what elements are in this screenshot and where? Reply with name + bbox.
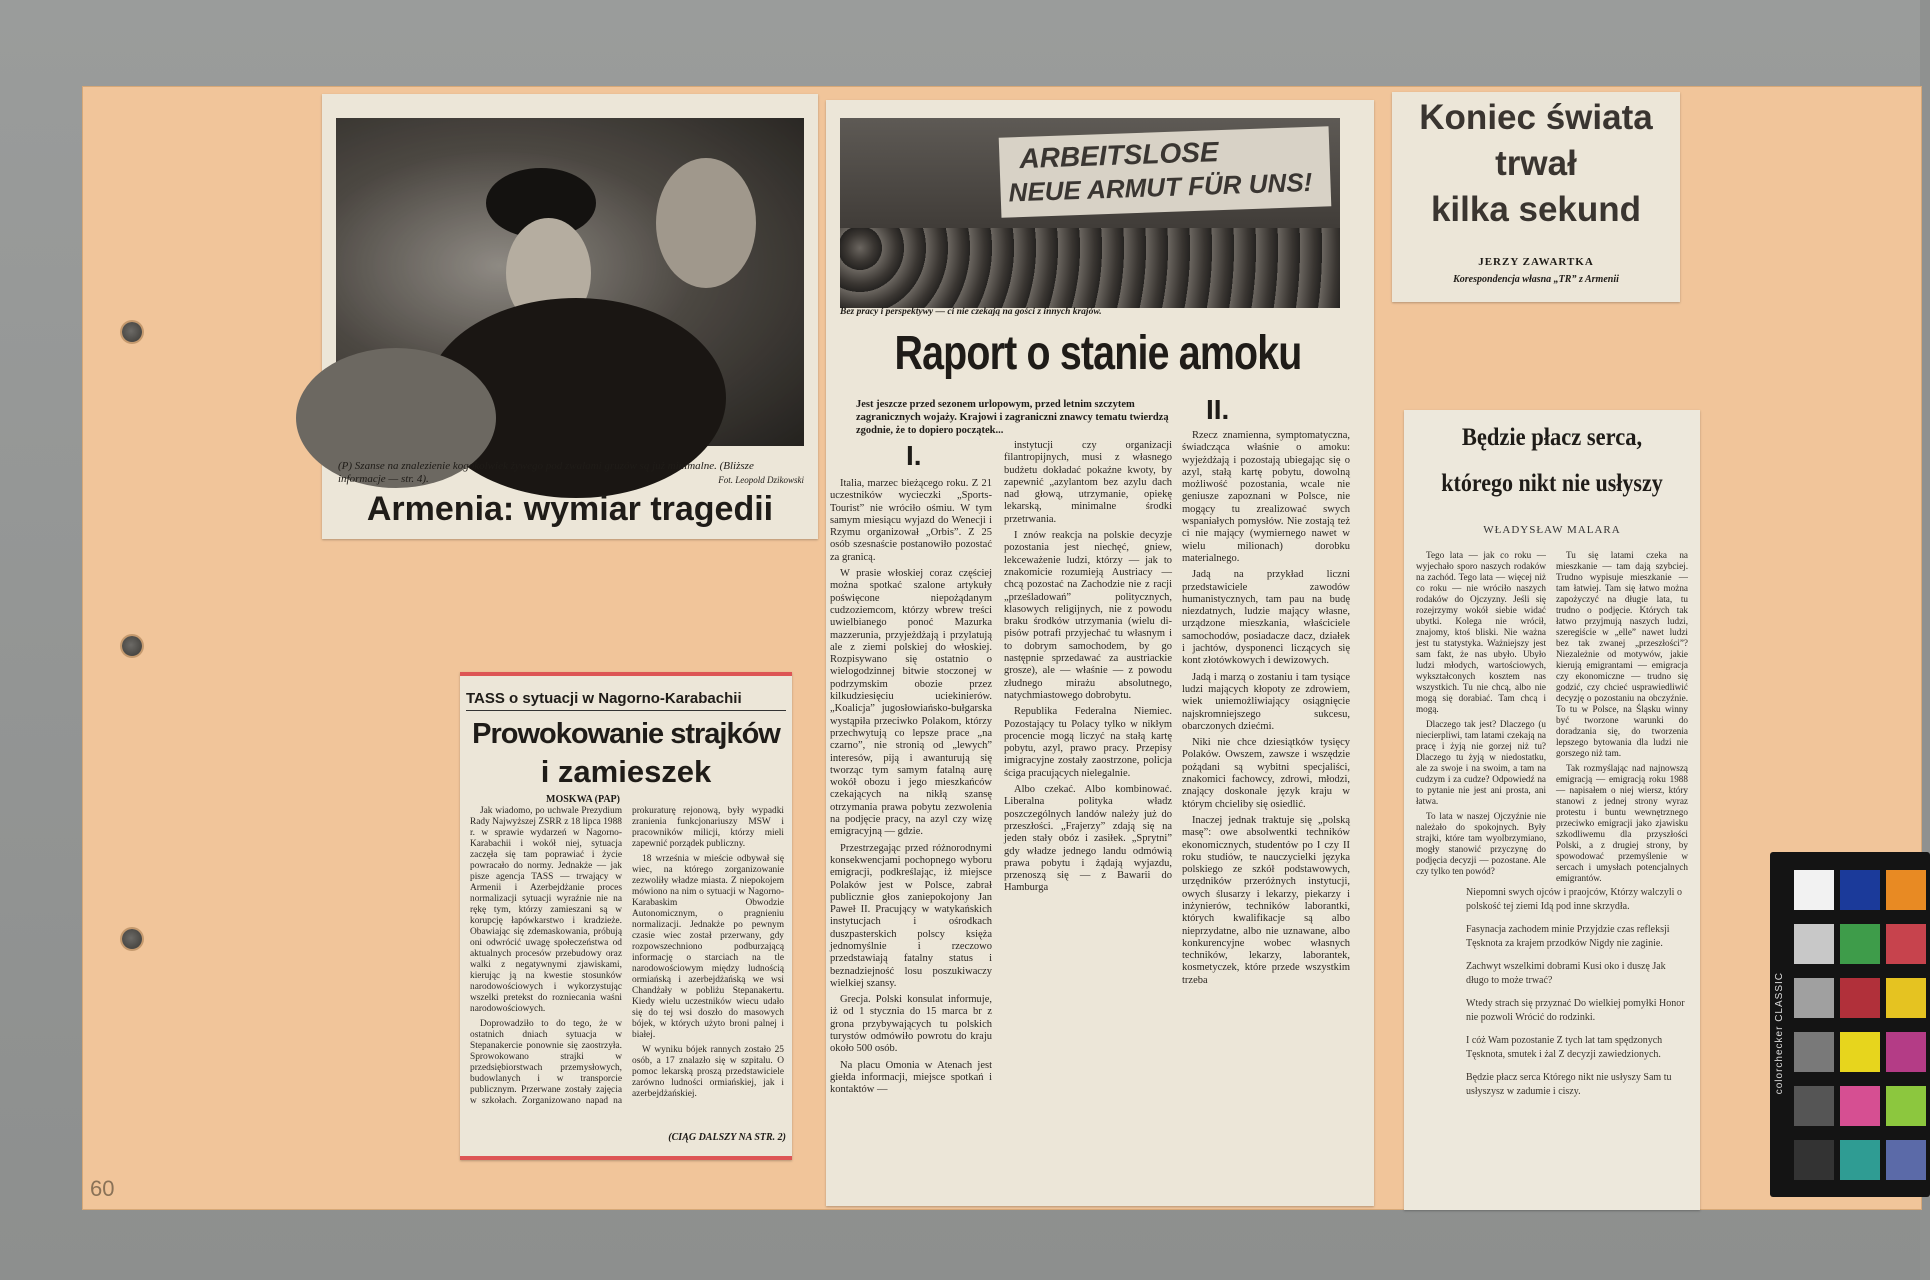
color-patch (1794, 870, 1834, 910)
placz-paragraph: Tu się latami czeka na mieszkanie — tam dają szybciej. Trudno wypisuje mieszkanie — tam łatwiej. Tam się łatwo można zapożyczyć na długie lata, tu trudno o podjęcie. Których tak łatwo przyjmują naszych ludzi, szeregiście w „elle” nawet ludzi bez tak zwanej „przeszłości”? Niezależnie od motywów, jakie kierują emigrantami — emigracja czy ekonomiczne — trudno się godzić, czy chcieć usprawiedliwić decyzję o pozostaniu na obczyźnie. To tu w Polsce, na Śląsku winny być tworzone warunki do doradzania się, do tworzenia lepszego bytowania dla ludzi nie gorszego niż tam. (1556, 550, 1688, 758)
tass-kicker: TASS o sytuacji w Nagorno-Karabachii (466, 690, 786, 711)
armenia-clipping (322, 94, 818, 539)
tass-body (470, 806, 784, 1128)
placz-poem (1466, 886, 1686, 1108)
color-patch (1886, 1086, 1926, 1126)
koniec-headline-line2: trwał (1495, 144, 1577, 183)
poem-stanza: Zachwyt wszelkimi dobrami Kusi oko i duszę Jak długo to może trwać? (1466, 961, 1666, 986)
colorchecker-label: colorchecker CLASSIC (1774, 972, 1785, 1095)
tass-continuation: (CIĄG DALSZY NA STR. 2) (668, 1132, 786, 1143)
tass-paragraph: W wyniku bójek rannych zostało 25 osób, a 17 znalazło się w szpitalu. O pomoc lekarską proszą przedstawiciele zarówno ludności ormiańskiej, jak i azerbejdżańskiej. (632, 1045, 784, 1099)
colorchecker-card (1770, 852, 1930, 1197)
armenia-photo (336, 118, 804, 446)
binder-hole-middle (122, 636, 142, 656)
protest-caption: Bez pracy i perspektywy — ci nie czekają na gości z innych krajów. (840, 307, 1102, 317)
poem-stanza: Będzie płacz serca Którego nikt nie usłyszy Sam tu usłyszysz w zadumie i ciszy. (1466, 1072, 1672, 1097)
page-number: 60 (90, 1176, 115, 1201)
raport-paragraph: W prasie włoskiej coraz częściej można spotkać szalone artykuły poświęcone niepożądanym cudzoziemcom, którzy wbrew treści uwielbianego ponoć Mazurka mazzerunia, przyjeżdżają i przylatują ale z ziemi polskiej do włoskiej. Rozpisywano się ostatnio o wielogodzinnej bitwie stoczonej w podrzymskim obozie przez kilkudziesięciu uciekinierów. „Koalicja” jugosłowiańsko-bułgarska wystąpiła przeciwko Polakom, którzy przechwytują co lepsze prace „na czarno”, nie stronią od „lewych” interesów, piją i awanturują się tworząc tym samym fatalną aurę wokół obozu i jego mieszkańców czekających na nikłą szansę otrzymania prawa pobytu zezwolenia na podjęcie pracy, na azyl czy wizę emigracyjną — gdzie. (830, 568, 992, 838)
placz-paragraph: Tego lata — jak co roku — wyjechało sporo naszych rodaków na zachód. Tego lata — więcej niż co roku — nie wróciło naszych rodaków do Ojczyzny. Jeśli się rozejrzymy wokół siebie widać ubytki. Kolega nie wrócił, znajomy, ktoś bliski. Nie ważna jest tu statystyka. Ważniejszy jest sam fakt, że nas ubyło. Ubyło ludzi młodych, wartościowych, wykształconych kosztem nas wszystkich. Tu nie chcą, albo nie mogą się dorabiać. Tam chcą i mogą. (1416, 550, 1546, 714)
color-patch (1886, 924, 1926, 964)
raport-headline: Raport o stanie amoku (894, 327, 1302, 380)
banner-text-line2: NEUE ARMUT FÜR UNS! (1008, 166, 1313, 208)
placz-column-1 (1416, 550, 1546, 876)
color-patch (1840, 1086, 1880, 1126)
koniec-author: JERZY ZAWARTKA (1478, 256, 1594, 268)
placz-column-2 (1556, 550, 1688, 883)
koniec-headline-line3: kilka sekund (1430, 190, 1642, 229)
tass-clipping (460, 672, 792, 1160)
raport-paragraph: instytucji czy organizacji filantropijnych, musi z własnego budżetu dokładać pokaźne kwoty, by zapewnić „azylantom bez azylu dach nad głową, utrzymanie, opiekę lekarską, minimalne środki przetrwania. (1004, 440, 1172, 525)
tass-paragraph: Jak wiadomo, po uchwale Prezydium Rady Najwyższej ZSRR z 18 lipca 1988 r. w sprawie wydarzeń w Nagorno-Karabachii i wokół niej, sytuacja zaczęła się tam poprawiać i życie powracało do normy. Jednakże — jak pisze agencja TASS — trwający w Armenii i Azerbejdżanie proces normalizacji sytuacji wyraźnie nie na rękę tym, którzy zamieszani są w korupcję łapówkarstwo i kradzieże. Obawiając się zdemaskowania, próbują oni odwrócić uwagę społeczeństwa od aktualnych procesów przebudowy oraz walki z negatywnymi zjawiskami, kierując ją na kwestie stosunków narodowościowych i wykorzystując wszelki pretekst do rozniecania waśni narodowościowych. (470, 806, 622, 1014)
color-patch (1840, 978, 1880, 1018)
tass-paragraph: 18 września w mieście odbywał się wiec, na którego zorganizowanie zezwoliły władze miasta. Z niepokojem mówiono na nim o sytuacji w Nagorno-Karabaskim Obwodzie Autonomicznym, o pragnieniu normalizacji. Jednakże po pewnym czasie wiec został przerwany, gdy rozpowszechniono podburzającą informację o starciach na tle narodowościowym między ludnością ormiańską i azerbejdżańską we wsi Chandżały w pobliżu Stepanakertu. Kiedy wielu uczestników wiecu udało się do tej wsi doszło do masowych bójek, w których użyto broni palnej i białej. (632, 854, 784, 1040)
raport-paragraph: Przestrzegając przed różnorodnymi konsekwencjami pochopnego wyboru emigracji, podkreślając, iż miejsce Polaków jest w Polsce, zabrał publicznie głos zaniepokojony Jan Paweł II. Pracujący w watykańskich instytucjach i ośrodkach duszpasterskich polscy księża jednomyślnie i rzeczowo przedstawiają fatalny status i beznadziejność losu poszukiwaczy wielkiej szansy. (830, 842, 992, 989)
koniec-headline-line1: Koniec świata (1419, 98, 1653, 137)
color-patch (1840, 870, 1880, 910)
raport-paragraph: Grecja. Polski konsulat informuje, iż od 1 stycznia do 15 marca br z grona przybywających tu polskich turystów odmówiło powrotu do kraju około 500 osób. (830, 994, 992, 1055)
raport-paragraph: Italia, marzec bieżącego roku. Z 21 uczestników wycieczki „Sports-Tourist” nie wróciło ośmiu. W tym samym miesiącu wyjazd do Wenecji i Rzymu organizował „Orbis”. Z 25 osób szesnaście postanowiło pozostać za granicą. (830, 478, 992, 563)
crowd (840, 228, 1340, 308)
placz-paragraph: Dlaczego tak jest? Dlaczego (u niecierpliwi, tam latami czekają na pracę i żyją nie gorzej niż tu? Dlaczego tu żyją w niedostatku, ale za swoje i na swoim, a tam na cudzym i za cudze? Odpowiedź na to pytanie nie jest ani prosta, ani łatwa. (1416, 719, 1546, 806)
color-patch (1840, 924, 1880, 964)
color-patch (1886, 978, 1926, 1018)
raport-paragraph: Republika Federalna Niemiec. Pozostający tu Polacy tylko w nikłym procencie mogą liczyć na stałą kartę pobytu, azyl, prawo pracy. Przepisy imigracyjne zostały zaostrzone, policja ściga pracujących nielegalnie. (1004, 706, 1172, 779)
binder-hole-bottom (122, 929, 142, 949)
photo-caption: (P) Szanse na znalezienie kogokolwiek żywego pod zwałami gruzów są już minimalne. (Bliższe informacje — str. 4). (338, 460, 754, 485)
armenia-headline: Armenia: wymiar tragedii (366, 490, 774, 528)
binder-hole-top (122, 322, 142, 342)
color-patch (1794, 1032, 1834, 1072)
section-two: II. (1206, 394, 1230, 425)
section-one: I. (906, 440, 922, 471)
placz-headline-line2: którego nikt nie usłyszy (1441, 470, 1663, 497)
placz-paragraph: Tak rozmyślając nad najnowszą emigracją — emigracją roku 1988 — napisałem o niej wiersz, który stanowi z jednej strony wyraz protestu i buntu wewnętrznego przeciwko emigracji jako zjawisku szkodliwemu dla przyszłości Polski, a z drugiej strony, by spowodować przemyślenie w sercach i umysłach potencjalnych emigrantów. (1556, 763, 1688, 883)
raport-column-3 (1182, 430, 1350, 1198)
color-patch (1794, 1086, 1834, 1126)
placz-author: WŁADYSŁAW MALARA (1483, 524, 1621, 536)
raport-column-2 (1004, 440, 1172, 1198)
poem-stanza: Niepomni swych ojców i praojców, Którzy walczyli o polskość tej ziemi Idą pod inne skrzydła. (1466, 887, 1682, 912)
raport-paragraph: Rzecz znamienna, symptomatyczna, świadcząca właśnie o amoku: wyjeżdżają i pozostają ubiegając się o azyl, stałą kartę pobytu, dowolną możliwość pozostania, wcale nie geniusze zapoznani w Polsce, nie mogący tu zrealizować swych wspaniałych pomysłów. Nie zostają też ci nie mający (wymiernego nawet w wielu milionach) dorobku materialnego. (1182, 430, 1350, 564)
color-patch (1794, 978, 1834, 1018)
tass-dateline: MOSKWA (PAP) (546, 794, 620, 805)
color-patch (1886, 1032, 1926, 1072)
tass-headline-line1: Prowokowanie strajków (472, 718, 780, 750)
raport-lead: Jest jeszcze przed sezonem urlopowym, przed letnim szczytem zagranicznych wojaży. Krajowi i zagraniczni znawcy tematu twierdzą zgodnie, że to dopiero początek... (856, 399, 1169, 436)
tass-paragraph: Doprowadziło to do tego, że w ostatnich dniach sytuacja w Stepanakercie ponownie się zaostrzyła. Sprowokowano strajki w przedsiębiorstwach przemysłowych, budowlanych i w transporcie publicznym. Przerwane zostały zajęcia w szkołach. Zorganizowano napad na prokuraturę rejonową, były wypadki zranienia funkcjonariuszy MSW i pracowników milicji, którzy mieli zapewnić porządek publiczny. (470, 806, 784, 1106)
color-patch (1840, 1140, 1880, 1180)
placz-headline-line1: Będzie płacz serca, (1461, 424, 1643, 451)
poem-stanza: Wtedy strach się przyznać Do wielkiej pomyłki Honor nie pozwoli Wrócić do rodzinki. (1466, 998, 1685, 1023)
raport-paragraph: Jadą na przykład liczni przedstawiciele zawodów humanistycznych, tam pau na budę niezdatnych, ludzie mający własne, urządzone mieszkania, właściciele samochodów, posiadacze dacz, działek i jachtów, dysponenci liczących się kont złotówkowych i dewizowych. (1182, 569, 1350, 667)
color-patch (1886, 1140, 1926, 1180)
koniec-clipping (1392, 92, 1680, 302)
raport-paragraph: I znów reakcja na polskie decyzje pozostania jest niechęć, gniew, lekceważenie ludzi, którzy — jak to znakomicie rozumieją Austriacy — chcą pozostać na Zachodzie nie z racji „prześladowań” politycznych, klasowych religijnych, nie z powodu braku środków utrzymania (wielu di-pisów potrafi przyjechać tu własnym i to dobrym samochodem, by go następnie sprzedawać za austriackie grosze), ale — właśnie — z powodu złudnego mirażu absolutnego, natychmiastowego dobrobytu. (1004, 530, 1172, 701)
raport-paragraph: Jadą i marzą o zostaniu i tam tysiące ludzi mających kłopoty ze zdrowiem, wiek uniemożliwiający osiągnięcie najskromniejszego sukcesu, obarczonych dziećmi. (1182, 671, 1350, 732)
color-patch (1794, 924, 1834, 964)
protest-banner (999, 126, 1332, 217)
poem-stanza: Fasynacja zachodem minie Przyjdzie czas refleksji Tęsknota za krajem przodków Nigdy nie zaginie. (1466, 924, 1670, 949)
color-patch (1840, 1032, 1880, 1072)
photo-credit: Fot. Leopold Dzikowski (718, 475, 804, 485)
color-patch (1886, 870, 1926, 910)
raport-clipping (826, 100, 1374, 1206)
raport-paragraph: Na placu Omonia w Atenach jest giełda informacji, miejsce spotkań i kontaktów — (830, 1059, 992, 1096)
banner-text-line1: ARBEITSLOSE (1018, 136, 1220, 175)
raport-paragraph: Inaczej jednak traktuje się „polską masę”: owe absolwentki techników ekonomicznych, studentów po I czy II roku studiów, te nauczycielki języka polskiego ze szkół podstawowych, urzędników przeróżnych instytucji, owych ślusarzy i lekarzy, piekarzy i inżynierów, techników laborantki, których kwalifikacje są albo nieprzydatne, albo nie uznawane, albo konkurencyjne wobec własnych techników, lekarzy, laborantek, kosmetyczek, które przede wszystkim trzeba (1182, 814, 1350, 986)
second-man (656, 158, 756, 288)
protest-photo (840, 118, 1340, 304)
color-patch (1794, 1140, 1834, 1180)
placz-paragraph: To lata w naszej Ojczyźnie nie należało do spokojnych. Były strajki, które tam wyolbrzymiano, mogły stanowić przyczynę do podjęcia decyzji — pozostane. Ale czy tylko ten powód? (1416, 811, 1546, 876)
poem-stanza: I cóż Wam pozostanie Z tych lat tam spędzonych Tęsknota, smutek i żal Z decyzji zawiedzionych. (1466, 1035, 1663, 1060)
raport-paragraph: Niki nie chce dziesiątków tysięcy Polaków. Owszem, zawsze i wszędzie pożądani są wybitni specjaliści, znakomici fachowcy, zdrowi, młodzi, znający doskonale język kraju w którym chcieliby się osiedlić. (1182, 737, 1350, 810)
raport-column-1 (830, 478, 992, 1198)
raport-paragraph: Albo czekać. Albo kombinować. Liberalna polityka władz poszczególnych landów należy już do przeszłości. „Frajerzy” zdają się na jeden stały obóz i zasiłek. „Sprytni” gdy władze jednego landu odmówią prawa pobytu i żądają wyjazdu, przenoszą się — z Bawarii do Hamburga (1004, 784, 1172, 894)
koniec-byline: Korespondencja własna „TR” z Armenii (1453, 274, 1619, 285)
placz-clipping (1404, 410, 1700, 1210)
tass-headline-line2: i zamieszek (540, 754, 712, 789)
